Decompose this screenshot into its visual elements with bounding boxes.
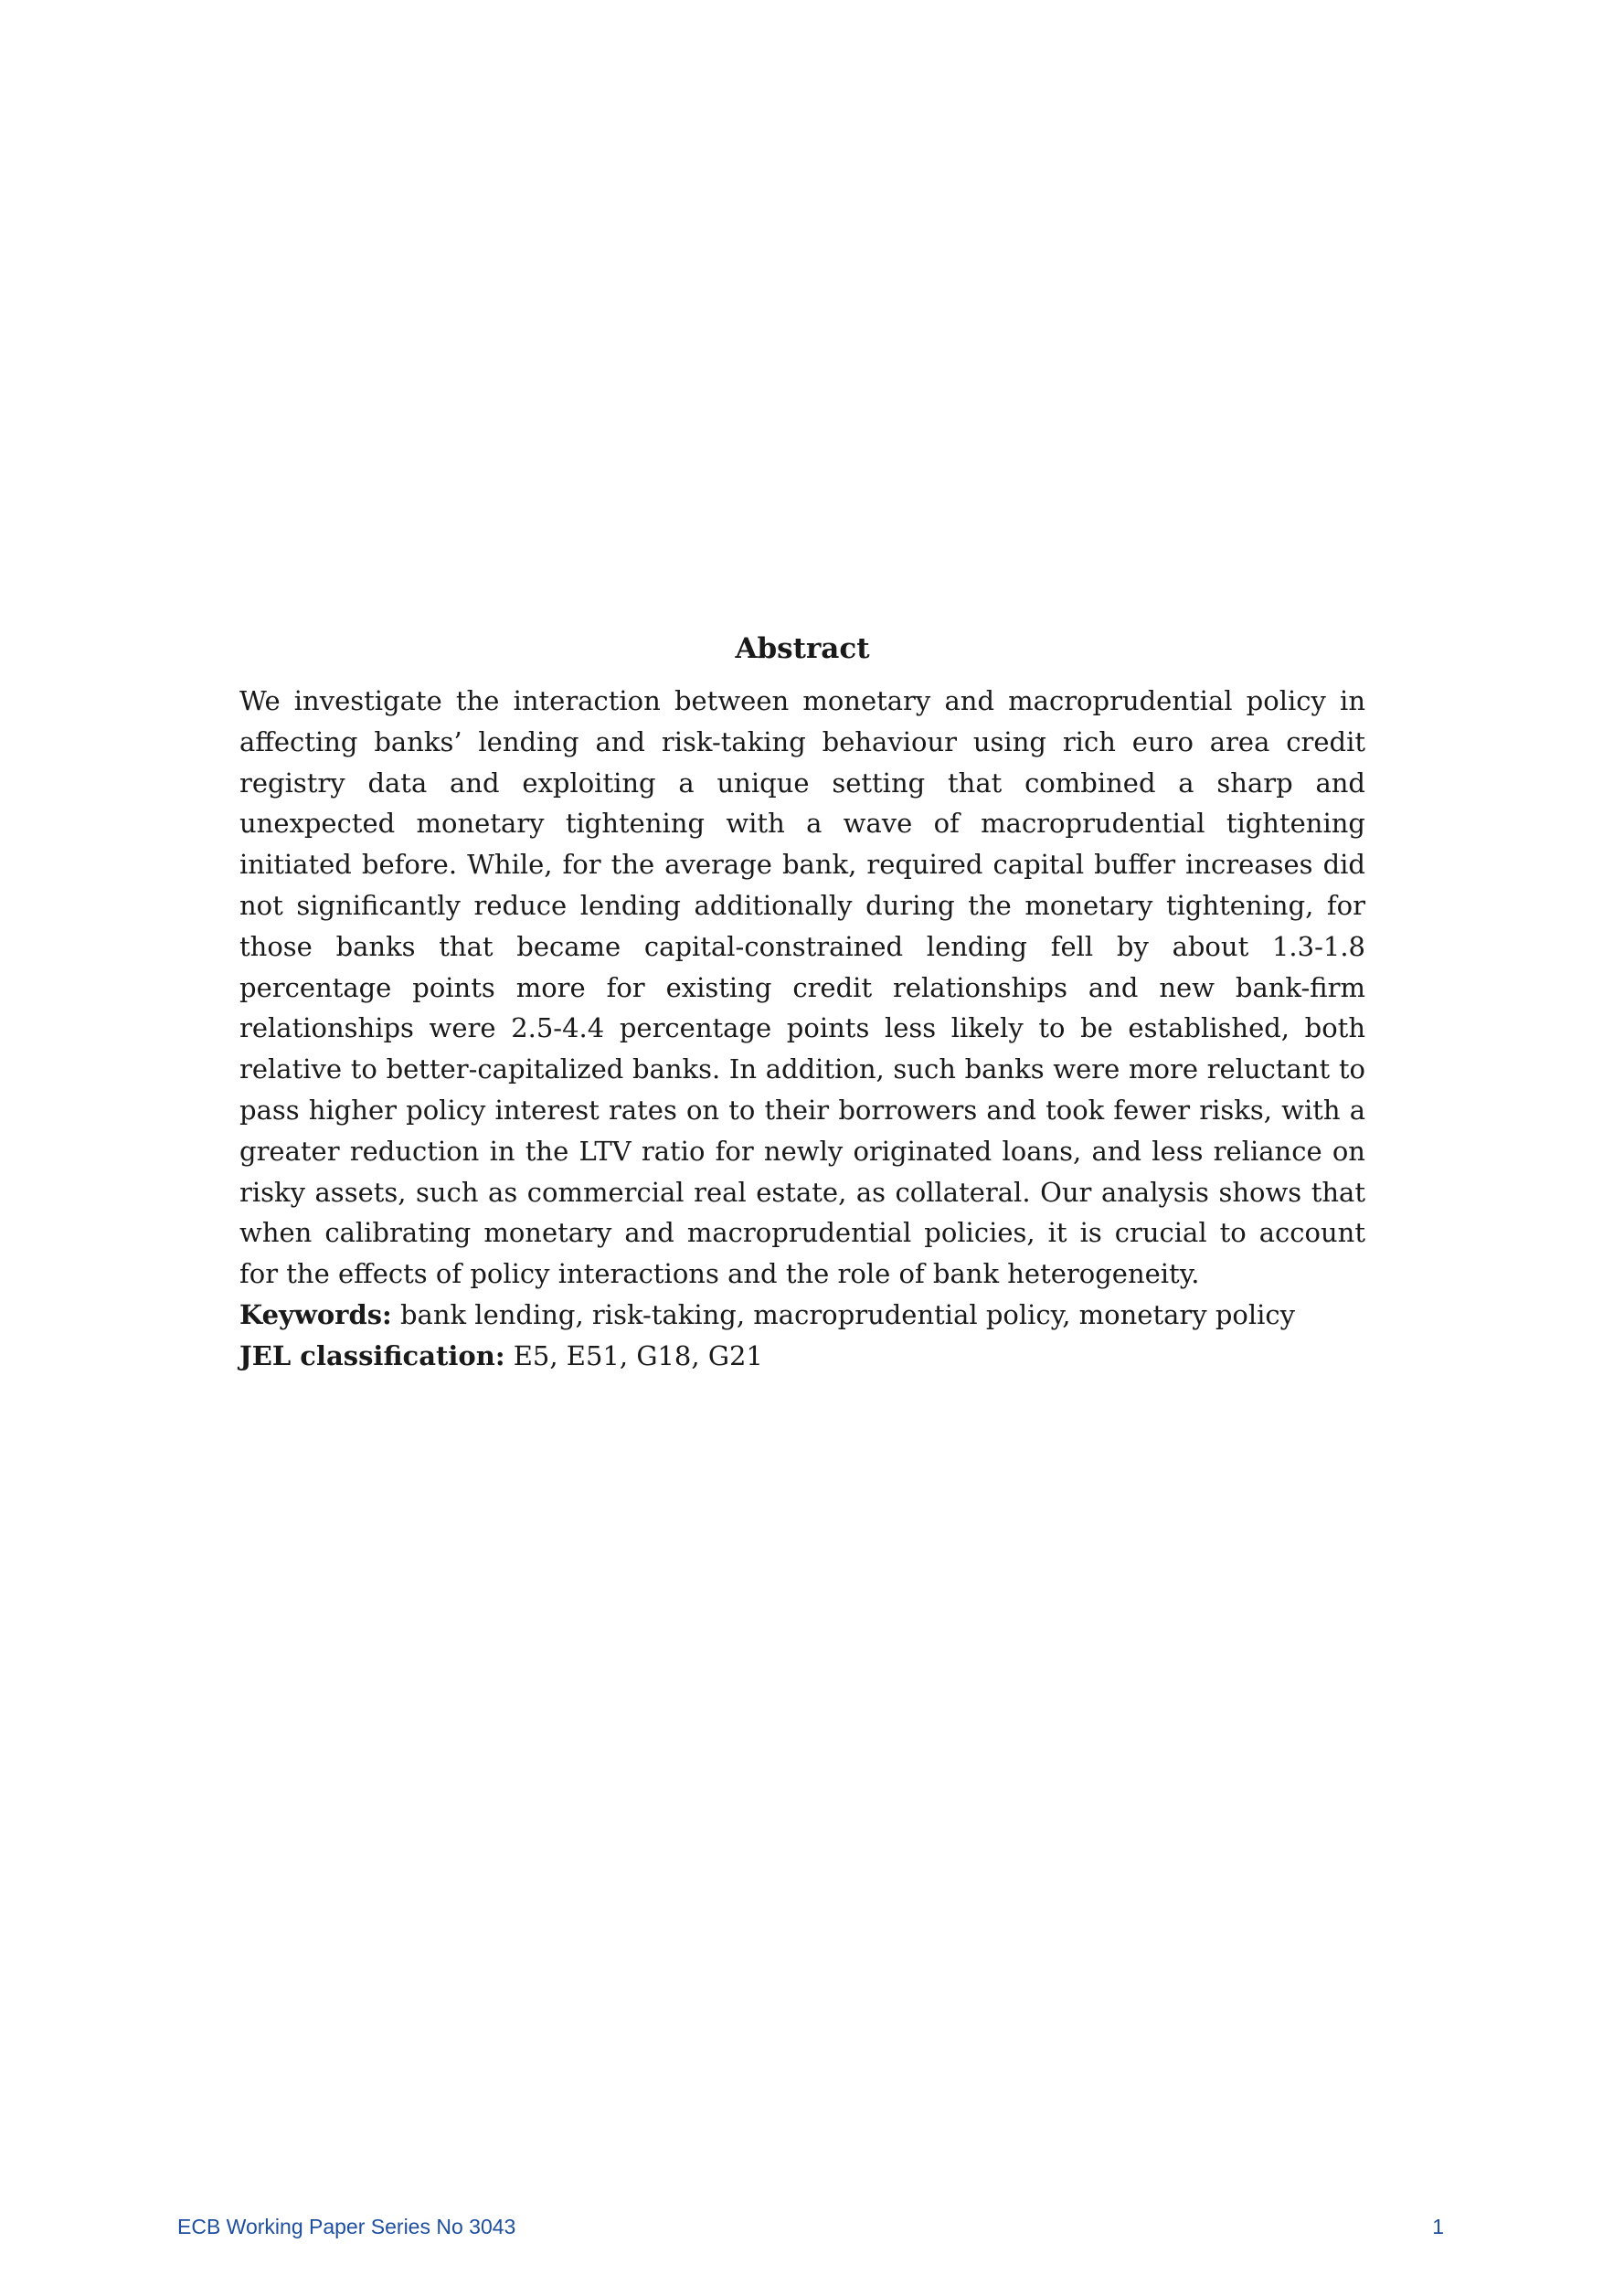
jel-value: E5, E51, G18, G21 bbox=[513, 1339, 763, 1371]
abstract-heading: Abstract bbox=[735, 632, 870, 665]
keywords-label: Keywords: bbox=[239, 1298, 392, 1330]
keywords-line bbox=[239, 1295, 1365, 1336]
footer-page-number: 1 bbox=[1432, 2215, 1444, 2238]
jel-label: JEL classification: bbox=[239, 1339, 505, 1371]
keywords-value: bank lending, risk-taking, macroprudential policy, monetary policy bbox=[399, 1298, 1296, 1330]
abstract-section bbox=[239, 629, 1365, 1377]
jel-line bbox=[239, 1336, 1365, 1377]
abstract-body: We investigate the interaction between monetary and macroprudential policy in affecting banks’ lending and risk-taking behaviour using rich euro area credit registry data and exploiting a unique setting that combined a sharp and unexpected monetary tightening with a wave of macroprudential tightening initiated before. While, for the average bank, required capital buffer increases did not significantly reduce lending additionally during the monetary tightening, for those banks that became capital-constrained lending fell by about 1.3-1.8 percentage points more for existing credit relationships and new bank-firm relationships were 2.5-4.4 percentage points less likely to be established, both relative to better-capitalized banks. In addition, such banks were more reluctant to pass higher policy interest rates on to their borrowers and took fewer risks, with a greater reduction in the LTV ratio for newly originated loans, and less reliance on risky assets, such as commercial real estate, as collateral. Our analysis shows that when calibrating monetary and macroprudential policies, it is crucial to account for the effects of policy interactions and the role of bank heterogeneity. bbox=[239, 685, 1365, 1290]
page-footer bbox=[177, 2215, 1444, 2239]
footer-series: ECB Working Paper Series No 3043 bbox=[177, 2215, 516, 2238]
